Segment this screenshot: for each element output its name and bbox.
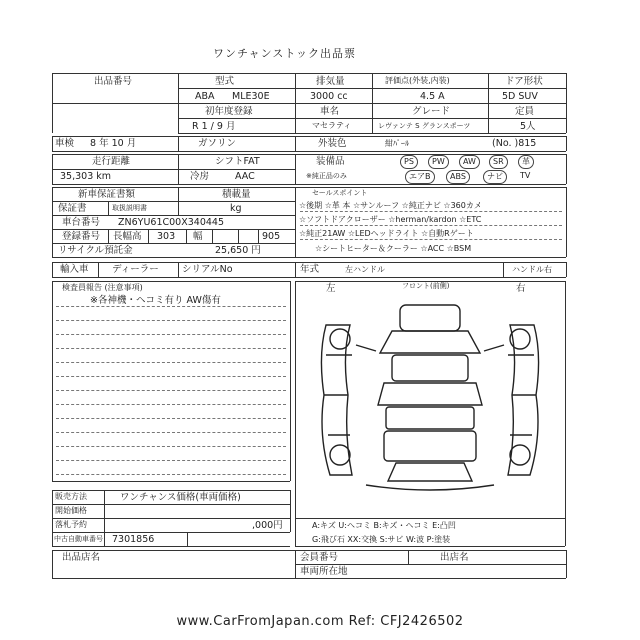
store-name-label: 出品店名: [62, 552, 101, 563]
sheet-title: ワンチャンストック出品票: [213, 47, 357, 60]
car-name-label: 車名: [320, 106, 340, 117]
member-number-bottom-label: 会員番号: [300, 552, 339, 563]
capacity-label: 定員: [515, 106, 535, 117]
inspection-label: 検査員報告 (注意事項): [62, 283, 143, 292]
diagram-front-label: フロント(前側): [402, 282, 450, 290]
load-unit: kg: [230, 203, 242, 214]
dimension-length: 303: [157, 231, 176, 242]
import-label: 輸入車: [60, 264, 89, 275]
equip-badge-tv: TV: [520, 171, 531, 180]
mileage-label: 走行距離: [92, 156, 131, 167]
car-body-diagram: [296, 295, 564, 495]
steering-side: 左ハンドル: [345, 265, 385, 274]
member-number-value: 7301856: [112, 534, 155, 545]
selling-point-2: ☆ソフトドアクローザー ☆herman/kardon ☆ETC: [299, 215, 482, 224]
expected-price-value: ,000円: [252, 520, 283, 531]
vehicle-location-label: 車両所在地: [300, 566, 348, 577]
selling-point-3: ☆純正21AW ☆LEDヘッドライト ☆自動Rゲート: [299, 229, 474, 238]
displacement-label: 排気量: [316, 76, 345, 87]
start-price-label: 開始価格: [55, 506, 87, 515]
footer-reference: www.CarFromJapan.com Ref: CFJ2426502: [176, 614, 464, 629]
equip-badge-sr: SR: [489, 155, 508, 169]
recycle-fee-label: リサイクル預託金: [58, 245, 133, 256]
serial-number-label: シリアルNo: [182, 264, 233, 275]
inspection-note: ※各神機・ヘコミ有り AW傷有: [90, 295, 221, 306]
shaken-value: 8 年 10 月: [90, 138, 137, 149]
cooling-value: AAC: [235, 171, 255, 182]
importer-value: ディーラー: [112, 264, 159, 275]
diagram-left-label: 左: [326, 283, 336, 294]
recycle-fee-value: 25,650 円: [215, 245, 261, 256]
trim-label: グレード: [412, 106, 451, 117]
diagram-right-label: 右: [516, 283, 526, 294]
model-code: MLE30E: [232, 91, 270, 102]
selling-point-4: ☆シートヒーター＆クーラー ☆ACC ☆BSM: [315, 244, 472, 253]
door-label: ドア形状: [505, 76, 543, 87]
door-value: 5D SUV: [502, 91, 538, 102]
grade-value: 4.5 A: [420, 91, 445, 102]
equip-badge-leather: 革: [518, 155, 534, 169]
store-branch-label: 出店名: [440, 552, 469, 563]
equip-badge-navi: ナビ: [483, 170, 507, 184]
member-number-label: 中古自動車番号: [54, 535, 103, 543]
dimensions-label: 長幅高: [113, 231, 142, 242]
vin-value: ZN6YU61C00X340445: [118, 217, 224, 228]
equip-badge-airbag: エアB: [405, 170, 435, 184]
expected-price-label: 落札予約: [55, 520, 87, 529]
model-label: 型式: [215, 76, 235, 87]
selling-point-1: ☆後期 ☆革 本 ☆サンルーフ ☆純正ナビ ☆360カメ: [299, 201, 482, 210]
dimension-height: 905: [262, 231, 281, 242]
vin-label: 車台番号: [62, 217, 101, 228]
equip-badge-pw: PW: [428, 155, 449, 169]
car-name-value: マセラティ: [312, 121, 352, 130]
load-capacity-label: 積載量: [222, 189, 251, 200]
equipment-label: 装備品: [316, 156, 345, 167]
exterior-color-value: 紺ﾊﾟｰﾙ: [385, 139, 409, 148]
equip-badge-aw: AW: [459, 155, 480, 169]
shift-value: シフトFAT: [215, 156, 260, 167]
equipment-note: ※純正品のみ: [306, 172, 347, 180]
warranty-book: 保証書: [58, 203, 87, 214]
damage-legend-line-1: A:キズ U:ヘコミ B:キズ・ヘコミ E:凸凹: [312, 521, 456, 530]
displacement-value: 3000 cc: [310, 91, 348, 102]
sale-method-label: 販売方法: [55, 492, 87, 501]
damage-legend-line-2: G:飛び石 XX:交換 S:サビ W:波 P:塗装: [312, 535, 451, 544]
dimension-width-label: 幅: [193, 231, 203, 242]
fuel-value: ガソリン: [198, 138, 237, 149]
handle-label: ハンドル右: [512, 265, 552, 274]
registration-number-label: 登録番号: [62, 231, 101, 242]
warranty-docs-label: 新車保証書類: [78, 189, 136, 200]
selling-points-label: セールスポイント: [312, 189, 368, 197]
first-registration-label: 初年度登録: [205, 106, 253, 117]
exterior-color-label: 外装色: [318, 138, 347, 149]
model-prefix: ABA: [195, 91, 215, 102]
year-label: 年式: [300, 264, 320, 275]
mileage-value: 35,303 km: [60, 171, 112, 182]
cooling-label: 冷房: [190, 171, 210, 182]
item-number-label: 出品番号: [94, 76, 133, 87]
capacity-value: 5人: [520, 121, 536, 132]
first-registration-value: R 1 / 9 月: [192, 121, 236, 132]
owners-manual: 取扱説明書: [112, 204, 147, 212]
grade-label: 評価点(外装,内装): [385, 76, 450, 85]
equip-badge-abs: ABS: [446, 170, 470, 184]
color-number: (No. )815: [492, 138, 537, 149]
shaken-label: 車検: [55, 138, 75, 149]
equip-badge-ps: PS: [400, 155, 418, 169]
trim-value: レヴァンテ S グランスポーツ: [378, 122, 471, 130]
sale-method-value: ワンチャンス価格(車両価格): [120, 492, 241, 503]
